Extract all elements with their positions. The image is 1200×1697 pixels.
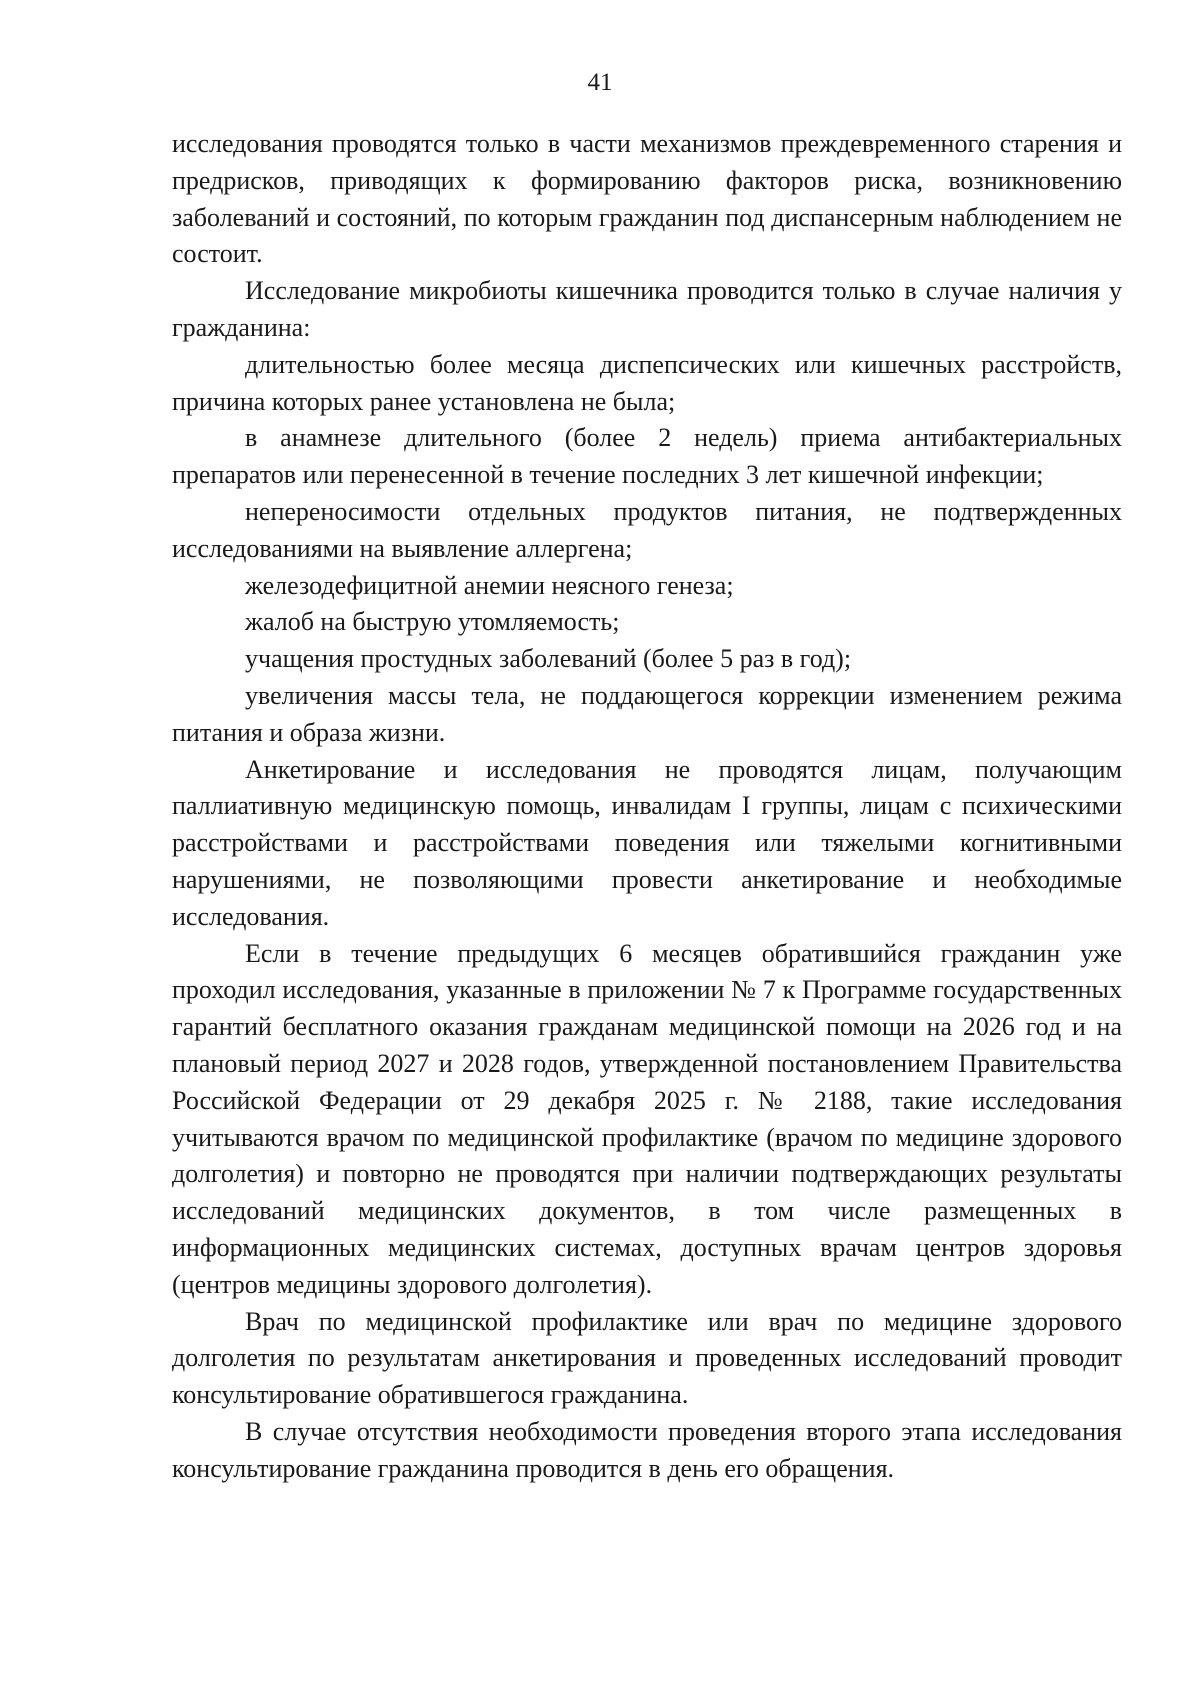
- paragraph-consultation: Врач по медицинской профилактике или врач по медицине здорового долголетия по результатам анкетирования и проведенных исследований проводит консультирование обратившегося гражданина.: [172, 1306, 1122, 1410]
- document-body: [172, 126, 1122, 1487]
- list-item-frequent-colds: учащения простудных заболеваний (более 5 раз в год);: [245, 644, 852, 674]
- list-item-antibacterial-history: в анамнезе длительного (более 2 недель) приема антибактериальных препаратов или перенесенной в течение последних 3 лет кишечной инфекции;: [172, 423, 1122, 490]
- paragraph-microbiota-study: Исследование микробиоты кишечника проводится только в случае наличия у гражданина:: [172, 276, 1122, 342]
- list-item-dyspeptic-disorders: длительностью более месяца диспепсических или кишечных расстройств, причина которых ранее установлена не была;: [172, 349, 1122, 416]
- list-item-food-intolerance: непереносимости отдельных продуктов питания, не подтвержденных исследованиями на выявление аллергена;: [172, 496, 1122, 563]
- list-item-fatigue-complaints: жалоб на быструю утомляемость;: [245, 607, 620, 637]
- list-item-iron-deficiency-anemia: железодефицитной анемии неясного генеза;: [245, 570, 734, 600]
- paragraph-same-day-consultation: В случае отсутствия необходимости проведения второго этапа исследования консультирование гражданина проводится в день его обращения.: [172, 1416, 1122, 1483]
- paragraph-previous-studies: Если в течение предыдущих 6 месяцев обратившийся гражданин уже проходил исследования, указанные в приложении № 7 к Программе государственных гарантий бесплатного оказания гражданам медицинской помощи на 2026 год и на плановый период 2027 и 2028 годов, утвержденной постановлением Правительства Российской Федерации от 29 декабря 2025 г. № 2188, такие исследования учитываются врачом по медицинской профилактике (врачом по медицине здорового долголетия) и повторно не проводятся при наличии подтверждающих результаты исследований медицинских документов, в том числе размещенных в информационных медицинских системах, доступных врачам центров здоровья (центров медицины здорового долголетия).: [172, 938, 1122, 1299]
- page-number: 41: [587, 69, 613, 96]
- paragraph-exclusions: Анкетирование и исследования не проводятся лицам, получающим паллиативную медицинскую помощь, инвалидам I группы, лицам с психическими расстройствами и расстройствами поведения или тяжелыми когнитивными нарушениями, не позволяющими провести анкетирование и необходимые исследования.: [172, 754, 1122, 931]
- list-item-weight-gain: увеличения массы тела, не поддающегося коррекции изменением режима питания и образа жизни.: [172, 680, 1122, 747]
- paragraph-intro-continuation: исследования проводятся только в части механизмов преждевременного старения и предрисков, приводящих к формированию факторов риска, возникновению заболеваний и состояний, по которым гражданин под диспансерным наблюдением не состоит.: [172, 129, 1122, 269]
